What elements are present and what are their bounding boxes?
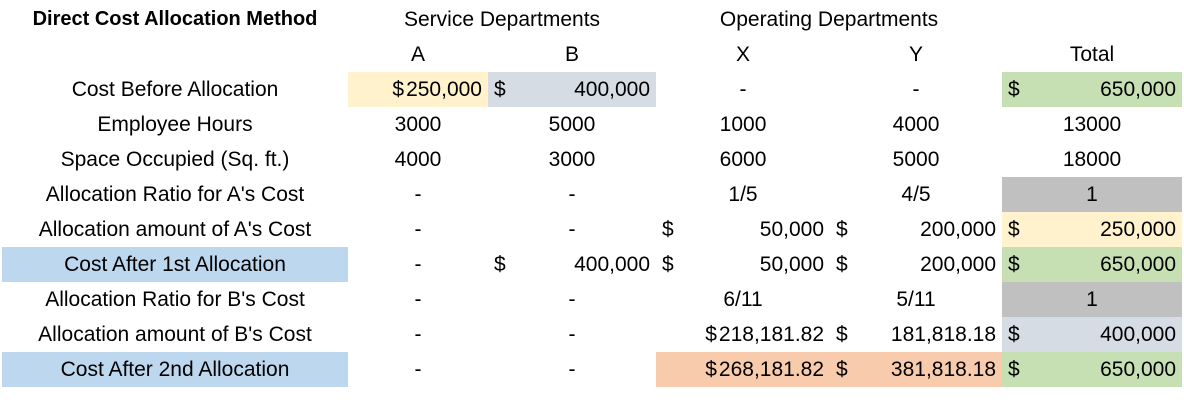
service-departments-header: Service Departments (403, 7, 601, 31)
table-row-after-first (2, 247, 1182, 282)
table-row-after-second (2, 352, 1182, 387)
blank-label-header (2, 37, 348, 72)
cell-a: - (414, 357, 422, 381)
cell-b: - (568, 322, 576, 346)
cell-y (830, 247, 1002, 282)
cell-y (830, 317, 1002, 352)
currency-symbol: $ (392, 77, 405, 101)
cell-x (656, 352, 830, 387)
table-title: Direct Cost Allocation Method (32, 8, 318, 30)
cell-y (830, 352, 1002, 387)
currency-symbol: $ (836, 322, 848, 346)
table-row-amount-a (2, 212, 1182, 247)
cell-total: 1 (1002, 282, 1182, 317)
cell-x (656, 212, 830, 247)
cell-y (830, 212, 1002, 247)
cell-x: 6000 (719, 147, 767, 171)
cell-b: - (568, 217, 576, 241)
header-row-1 (2, 2, 1182, 37)
table-row-ratio-a (2, 177, 1182, 212)
cell-value: 650,000 (1100, 77, 1177, 101)
row-label: Cost After 1st Allocation (2, 247, 348, 282)
cell-b: - (568, 357, 576, 381)
row-label: Allocation Ratio for B's Cost (45, 287, 305, 311)
currency-symbol: $ (1008, 322, 1020, 346)
currency-symbol: $ (494, 77, 506, 101)
operating-departments-header: Operating Departments (719, 7, 939, 31)
table-row-ratio-b (2, 282, 1182, 317)
cell-a: 3000 (394, 112, 442, 136)
cell-y: - (912, 77, 920, 101)
cell-y: 4000 (892, 112, 940, 136)
cell-total: 1 (1002, 177, 1182, 212)
cell-value: 400,000 (574, 77, 651, 101)
cell-value: 650,000 (1100, 252, 1177, 276)
cell-x (656, 247, 830, 282)
cell-total: 18000 (1062, 147, 1122, 171)
cell-x: 1000 (719, 112, 767, 136)
cell-value: 218,181.82 (718, 322, 825, 346)
currency-symbol: $ (836, 252, 848, 276)
currency-symbol: $ (705, 357, 717, 381)
currency-symbol: $ (1008, 252, 1020, 276)
column-header-total: Total (1069, 42, 1115, 66)
currency-symbol: $ (1008, 77, 1020, 101)
cell-a (348, 72, 488, 107)
cell-value: 400,000 (574, 252, 651, 276)
cell-x: - (739, 77, 747, 101)
cell-a: - (414, 287, 422, 311)
cell-y: 5/11 (896, 287, 936, 311)
currency-symbol: $ (1008, 357, 1020, 381)
cell-total (1002, 72, 1182, 107)
cell-x: 1/5 (728, 182, 758, 206)
cell-b (488, 72, 656, 107)
column-header-x: X (736, 42, 751, 66)
cell-a: - (414, 182, 422, 206)
cell-value: 400,000 (1100, 322, 1177, 346)
row-label: Allocation Ratio for A's Cost (45, 182, 305, 206)
cell-a: 4000 (394, 147, 442, 171)
currency-symbol: $ (662, 252, 674, 276)
cell-total (1002, 212, 1182, 247)
cell-total: 13000 (1062, 112, 1122, 136)
cell-a: - (414, 252, 422, 276)
header-row-2 (2, 37, 1182, 72)
cell-value: 200,000 (920, 252, 997, 276)
cell-value: 650,000 (1100, 357, 1177, 381)
cell-y: 5000 (892, 147, 940, 171)
cell-value: 381,818.18 (890, 357, 997, 381)
table-row-amount-b (2, 317, 1182, 352)
blank-header-cell (1002, 2, 1182, 37)
row-label: Cost After 2nd Allocation (2, 352, 348, 387)
cell-x (656, 317, 830, 352)
cell-value: 250,000 (406, 77, 482, 101)
cell-value: 268,181.82 (718, 357, 825, 381)
row-label: Cost Before Allocation (71, 77, 279, 101)
row-label: Space Occupied (Sq. ft.) (60, 147, 290, 171)
cell-b: - (568, 182, 576, 206)
table-row-cost-before (2, 72, 1182, 107)
column-header-b: B (565, 42, 580, 66)
currency-symbol: $ (1008, 217, 1020, 241)
cell-value: 250,000 (1100, 217, 1177, 241)
row-label: Employee Hours (97, 112, 253, 136)
cell-a: - (414, 322, 422, 346)
currency-symbol: $ (494, 252, 506, 276)
cell-x: 6/11 (723, 287, 763, 311)
cell-value: 50,000 (759, 252, 825, 276)
cell-b: - (568, 287, 576, 311)
currency-symbol: $ (836, 217, 848, 241)
currency-symbol: $ (836, 357, 848, 381)
column-header-a: A (410, 42, 425, 66)
row-label: Allocation amount of A's Cost (38, 217, 312, 241)
cell-total (1002, 352, 1182, 387)
cell-value: 200,000 (920, 217, 997, 241)
cell-a: - (414, 217, 422, 241)
cell-total (1002, 317, 1182, 352)
currency-symbol: $ (662, 217, 674, 241)
table-row-space-occupied (2, 142, 1182, 177)
row-label: Allocation amount of B's Cost (38, 322, 312, 346)
cell-y: 4/5 (901, 182, 931, 206)
currency-symbol: $ (705, 322, 717, 346)
cell-total (1002, 247, 1182, 282)
cost-allocation-table (2, 2, 1182, 387)
cell-b (488, 247, 656, 282)
cell-value: 50,000 (759, 217, 825, 241)
table-row-employee-hours (2, 107, 1182, 142)
cell-b: 5000 (548, 112, 596, 136)
column-header-y: Y (909, 42, 924, 66)
cell-b: 3000 (548, 147, 596, 171)
cell-value: 181,818.18 (890, 322, 997, 346)
